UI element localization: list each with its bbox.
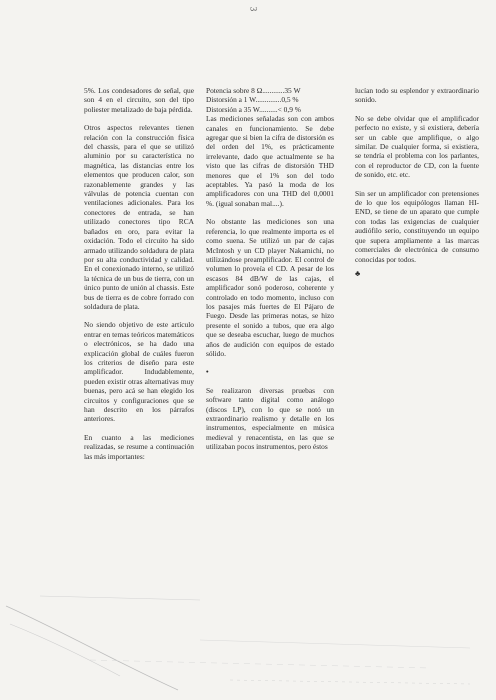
end-of-article-icon: ♣ bbox=[355, 268, 361, 278]
paragraph: No se debe olvidar que el amplificador perfecto no existe, y si existiera, debería ser un cable que amplifique, o algo similar. De cualquier forma, si existiera, se tendría el problema con los parlantes, con el reproductor de CD, con la fuente de sonido, etc. etc. bbox=[355, 113, 479, 180]
page-number: 3 bbox=[248, 6, 259, 12]
scan-streak bbox=[200, 640, 470, 648]
paragraph: Se realizaron diversas pruebas con software tanto digital como análogo (discos LP), con lo que se notó un extraordinario realismo y detalle en los instrumentos, especialmente en música medieval y renacentista, en las que se utilizaban pocos instrumentos, pero éstos bbox=[206, 385, 334, 452]
paragraph: No siendo objetivo de este artículo entrar en temas teóricos matemáticos o electrónicos, se ha dado una explicación global de cuáles fueron los criterios de diseño para este amplificador. Indudablemente, pueden existir otras alternativas muy buenas, pero acá se han elegido los circuitos y configuraciones que se han descrito en los párrafos anteriores. bbox=[84, 320, 194, 424]
spec-line-distortion-1w: Distorsión a 1 W..............0,5 % bbox=[206, 95, 299, 105]
scan-streak bbox=[10, 624, 120, 676]
scan-streak bbox=[90, 660, 430, 668]
paragraph: Sin ser un amplificador con pretensiones de lo que los equipólogos llaman HI-END, se tiene de un aparato que cumple con todas las exigencias de cualquier audiófilo serio, constituyendo un equipo que supera ampliamente a las marcas comerciales de electrónica de consumo conocidas por todos. bbox=[355, 188, 479, 264]
scan-streak bbox=[6, 606, 178, 690]
paragraph: 5%. Los condesadores de señal, que son 4 en el circuito, son del tipo poliester metalizado de baja pérdida. bbox=[84, 86, 194, 114]
bullet-mark: • bbox=[206, 367, 209, 377]
spec-line-distortion-35w: Distorsión a 35 W..........< 0,9 % bbox=[206, 104, 301, 114]
scan-streak bbox=[40, 596, 200, 600]
paragraph: lucían todo su esplendor y extraordinario sonido. bbox=[355, 86, 479, 105]
paragraph: No obstante las mediciones son una referencia, lo que realmente importa es el como suena. Se utilizó un par de cajas McIntosh y un CD player Nakamichi, no utilizándose preamplificador. El control de volumen lo proveía el CD. A pesar de los escasos 84 dB/W de las cajas, el amplificador sonó poderoso, coherente y controlado en todo momento, incluso con los pasajes más fuertes de El Pájaro de Fuego. Desde las primeras notas, se hizo presente el sonido a tubos, que era algo que se deseaba escuchar, luego de muchos años de audición con equipos de estado sólido. bbox=[206, 217, 334, 358]
paragraph: Las mediciones señaladas son con ambos canales en funcionamiento. Se debe agregar que si bien la cifra de distorsión es del orden del 1%, es prácticamente irrelevante, dado que actualmente se ha visto que las cifras de distorsión THD menores que el 1% son del todo aceptables. Ya pasó la moda de los amplificadores con una THD del 0,0001 %. (igual sonaban mal....). bbox=[206, 114, 334, 208]
paragraph: Otros aspectos relevantes tienen relación con la construcción física del chassis, para el que se utilizó aluminio por su característica no magnética, las distancias entre los elementos que producen calor, son razonablemente grandes y las válvulas de potencia cuentan con ventilaciones adicionales. Para los conectores de entrada, se han utilizado conectores tipo RCA bañados en oro, para evitar la oxidación. Todo el circuito ha sido armado utilizando soldadura de plata por su alta conductividad y calidad. En el conexionado interno, se utilizó la técnica de un bus de tierra, con un único punto de unión al chassis. Este bus de tierra es de cobre forrado con soldadura de plata. bbox=[84, 123, 194, 311]
scan-streak bbox=[230, 680, 470, 684]
paragraph: En cuanto a las mediciones realizadas, se resume a continuación las más importantes: bbox=[84, 432, 194, 461]
spec-line-power: Potencia sobre 8 Ω............35 W bbox=[206, 86, 301, 95]
